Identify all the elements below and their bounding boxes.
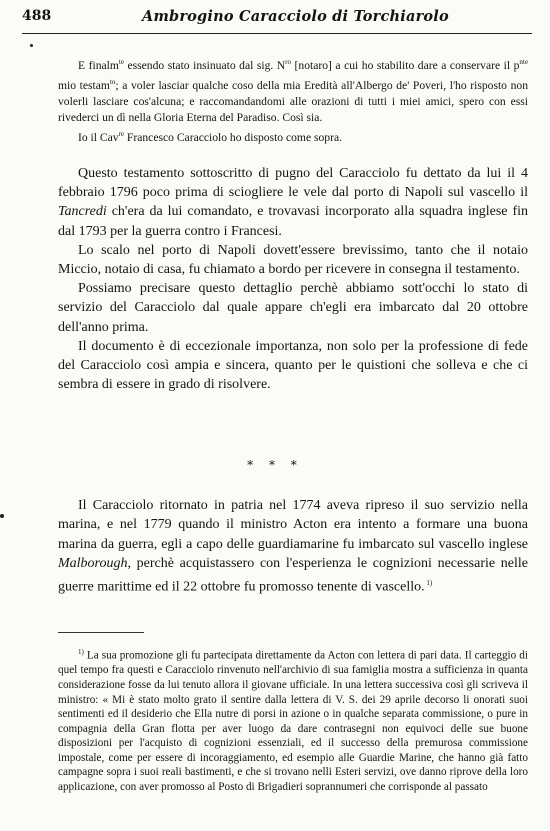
footnote-marker: 1) bbox=[78, 648, 84, 656]
page-number: 488 bbox=[22, 8, 52, 24]
print-speck bbox=[0, 514, 4, 518]
footnote-paragraph bbox=[58, 645, 528, 795]
ship-name: Malborough bbox=[58, 556, 128, 572]
section-separator: * * * bbox=[247, 458, 303, 472]
ship-name: Tancredi bbox=[58, 204, 107, 220]
quote-signature: Io il Cav$^{re}$ Francesco Caracciolo ho disposto come sopra. bbox=[78, 129, 342, 144]
footnote-reference: 1) bbox=[424, 578, 433, 587]
footnote-text: La sua promozione gli fu partecipata direttamente da Acton con lettera di pari data. Il carteggio di quel tempo fra questi e Caracciolo rinvenuto nell'archivio di sua famiglia mostra a sufficienza in quanta considerazione fosse da lui tenuto allora il giovane ufficiale. In una lettera successiva così gli scriveva il ministro: « Mi è stato molto grato il sentire dalla lettera di V. S. dei 29 aprile decorso li onorati suoi sentimenti ed il desiderio che Ella nutre di porsi in azione o in qualche separata commissione, o pure in compagnia della Gran flotta per aver luogo da dare contrasegni non equivoci delle sue buone disposizioni per l'acquisto di cognizioni essenziali, ed il successo della premurosa commissione impostale, come per essere di incoraggiamento, ed esempio alle Guardie Marine, che hanno già fatto campagne sopra i suoi reali bastimenti, e che si trovano nelli Esteri servizi, ove danno riprove della loro applicazione, con aver promosso al Posto di Brigadieri soprannumeri che corrisponde al passato bbox=[58, 649, 529, 794]
body-paragraph: Questo testamento sottoscritto di pugno del Caracciolo fu dettato da lui il 4 febbraio 1796 poco prima di sciogliere le vele dal porto di Napoli sul vascello il Tancredi ch'era da lui comandato, e trovavasi incorporato alla squadra inglese fin dal 1793 per la guerra contro i Francesi. bbox=[58, 166, 528, 239]
body-paragraph: Il Caracciolo ritornato in patria nel 1774 aveva ripreso il suo servizio nella marina, e nel 1779 quando il ministro Acton era intento a formare una buona marina da guerra, egli a capo delle guardiamarine fu imbarcato sul vascello inglese Malborough, perchè acquistassero con l'esperienza le cognizioni necessarie nelle guerre marittime ed il 22 ottobre fu promosso tenente di vascello. $^{1)}$ bbox=[58, 498, 528, 595]
testament-quote bbox=[58, 54, 528, 146]
footnote bbox=[58, 645, 528, 795]
quote-paragraph: E finalm$^{te}$ essendo stato insinuato dal sig. $N^{ro}$ [notaro] a cui ho stabilito dare a conservare il $p^{nte}$ mio testam$^{to}$; a voler lasciar qualche coso della mia Eredità all'Albergo de' Poveri, l'ho risposto non volerli lasciare cos'alcuna; e raccomandandomi alle orazioni di tutti i miei amici, spero con essi rivederci un dì nella Gloria Eterna del Paradiso. Così sia. bbox=[58, 58, 528, 124]
page-header bbox=[22, 8, 532, 30]
running-head: Ambrogino Caracciolo di Torchiarolo bbox=[142, 8, 449, 25]
section-two-text bbox=[58, 496, 528, 597]
print-speck bbox=[30, 44, 33, 47]
header-rule bbox=[22, 33, 532, 34]
body-text bbox=[58, 164, 528, 394]
body-paragraph: Lo scalo nel porto di Napoli dovett'essere brevissimo, tanto che il notaio Miccio, notaio di casa, fu chiamato a bordo per ricevere in consegna il testamento. bbox=[58, 242, 528, 278]
body-paragraph: Possiamo precisare questo dettaglio perchè abbiamo sott'occhi lo stato di servizio del Caracciolo dal quale appare ch'egli era imbarcato dal 20 ottobre dell'anno prima. bbox=[58, 281, 528, 335]
footnote-rule bbox=[58, 632, 144, 633]
body-paragraph: Il documento è di eccezionale importanza, non solo per la professione di fede del Caracciolo così ampia e sincera, quanto per le quistioni che solleva e che ci sembra di essere in grado di risolvere. bbox=[58, 338, 528, 393]
